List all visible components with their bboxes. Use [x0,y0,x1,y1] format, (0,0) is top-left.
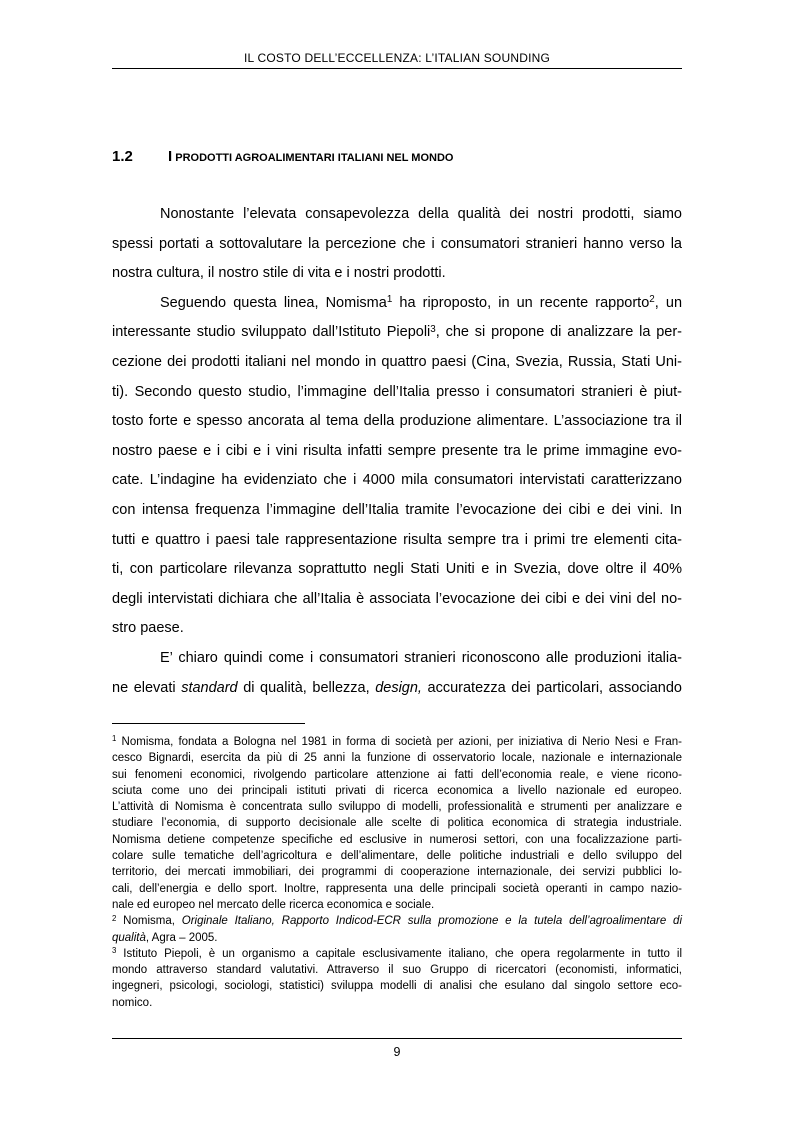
footnote-ref: 1 [112,734,117,744]
footnote-line [112,799,682,815]
text-run: , Agra – 2005. [145,931,218,944]
text-run: studiare l’economia, di supporto decisionale alle scelte di politica economica di strategia industriale. [112,817,682,830]
footnote-line [112,881,682,897]
text-run: Nomisma, fondata a Bologna nel 1981 in forma di società per azioni, per iniziativa di Nerio Nesi e Fran- [116,736,682,748]
text-run: territorio, dei mercati immobiliari, dei programmi di cooperazione internazionale, dei servizi pubblici lo- [112,866,682,879]
text-run: di qualità, bellezza, [237,679,376,696]
text-run: cesco Bignardi, esercita da più di 25 anni la funzione di osservatorio locale, nazionale e internazionale [112,752,682,765]
footnote-line [112,946,682,962]
body-line [112,378,682,408]
text-run: Seguendo questa linea, Nomisma [160,294,387,311]
body-line [112,289,682,319]
text-run: Nomisma, [116,915,182,928]
body-line [112,526,682,556]
emphasis-text: qualità [112,931,146,944]
body-line [112,674,682,704]
footnote-ref: 2 [112,913,117,923]
footnote-ref: 3 [430,323,436,335]
page-number: 9 [393,1045,401,1059]
text-run: , un [654,294,683,311]
text-run: nale ed europeo nel mercato delle ricerca economica e sociale. [112,898,435,911]
footnote-line [112,995,682,1011]
text-run: tosto forte e spesso ancorata al tema della produzione alimentare. L’associazione tra il [112,413,682,430]
text-run: Istituto Piepoli, è un organismo a capitale esclusivamente italiano, che opera regolarmente in tutto il [116,947,682,960]
footnote-line [112,864,682,880]
footnote [112,913,682,946]
body-line [112,614,682,644]
running-header: IL COSTO DELL’ECCELLENZA: L’ITALIAN SOUNDING [244,51,550,65]
footnote-line [112,978,682,994]
paragraph [112,289,682,644]
text-run: cali, dell’energia e dello sport. Inoltre, rappresenta una delle principali società operanti in campo nazio- [112,882,682,895]
text-run: Nomisma detiene competenze specifiche ed esclusive in numerosi settori, con una focalizzazione parti- [112,833,682,846]
text-run: tutti e quattro i paesi tale rappresentazione risulta sempre tra i primi tre elementi cita- [112,531,682,548]
text-run: sciuta come uno dei principali istituti privati di ricerca economica a livello nazionale ed europeo. [112,784,682,797]
text-run: nomico. [112,996,153,1009]
body-line [112,466,682,496]
text-run: ingegneri, psicologi, sociologi, statistici) sviluppa modelli di analisi che esulano dal singolo settore eco- [112,980,682,993]
body-line [112,585,682,615]
text-run: ha riproposto, in un recente rapporto [392,294,650,311]
body-line [112,259,682,289]
footnote-ref: 3 [112,946,117,956]
text-run: ti, con particolare rilevanza soprattutto negli Stati Uniti e in Svezia, dove oltre il 40% [112,561,682,578]
footnote-ref: 1 [386,294,393,306]
text-run: accuratezza dei particolari, associando [421,679,683,696]
footnote-line [112,930,682,946]
body-text [112,200,682,703]
text-run: ne elevati [112,679,182,696]
footnote-line [112,783,682,799]
body-line [112,318,682,348]
body-line [112,555,682,585]
text-run: stro paese. [112,620,184,637]
body-line [112,348,682,378]
text-run: nostro paese e i cibi e i vini risulta infatti sempre presente tra le prime immagine evo- [112,442,682,459]
text-run: nostra cultura, il nostro stile di vita e i nostri prodotti. [112,265,446,282]
footnote-line [112,848,682,864]
text-run: spessi portati a sottovalutare la percezione che i consumatori stranieri hanno verso la [112,235,682,252]
body-line [112,496,682,526]
text-run: con intensa frequenza l’immagine dell’Italia tramite l’evocazione dei cibi e dei vini. In [112,501,682,518]
text-run: colare sulle tematiche dell’agricoltura e dell’alimentare, delle politiche industriali e dello sviluppo del [112,850,682,863]
body-line [112,407,682,437]
text-run: L’attività di Nomisma è concentrata sullo sviluppo di modelli, professionalità e strumenti per analizzare e [112,801,682,814]
footnote-separator [112,723,305,724]
text-run: Nonostante l’elevata consapevolezza della qualità dei nostri prodotti, siamo [160,206,682,222]
section-heading [112,147,682,167]
footnote-ref: 2 [649,294,655,306]
footnote-line [112,767,682,783]
footnote [112,946,682,1011]
text-run: degli intervistati dichiara che all’Italia è associata l’evocazione dei cibi e dei vini del no- [112,590,682,607]
paragraph [112,200,682,289]
footnote-line [112,832,682,848]
section-number: 1.2 [112,148,133,165]
body-line [112,644,682,674]
footnote-line [112,913,682,929]
footnotes [112,734,682,1011]
emphasis-text: design, [375,679,422,696]
footnote-line [112,734,682,750]
footnote-line [112,897,682,913]
text-run: , che si propone di analizzare la per- [435,324,682,341]
emphasis-text: standard [181,679,238,696]
text-run: sui fenomeni economici, rivolgendo particolare attenzione ai fatti dell’economia reale, e viene ricono- [112,768,682,781]
footer-rule [112,1038,682,1039]
text-run: E’ chiaro quindi come i consumatori stranieri riconoscono alle produzioni italia- [160,649,682,666]
text-run: cate. L’indagine ha evidenziato che i 4000 mila consumatori intervistati caratterizzano [112,472,682,489]
footnote-line [112,815,682,831]
footnote [112,734,682,913]
footnote-line [112,962,682,978]
text-run: interessante studio sviluppato dall’Istituto Piepoli [112,324,431,341]
body-line [112,437,682,467]
text-run: mondo attraverso standard valutativi. Attraverso il suo Gruppo di ricercatori (economisti, informatici, [112,964,682,977]
section-title: I PRODOTTI AGROALIMENTARI ITALIANI NEL MONDO [168,148,454,165]
header-rule [112,68,682,69]
body-line [112,230,682,260]
paragraph [112,644,682,703]
emphasis-text: Originale Italiano, Rapporto Indicod-ECR sulla promozione e la tutela dell’agroalimentare di [181,915,682,928]
body-line [112,200,682,230]
text-run: ti). Secondo questo studio, l’immagine dell’Italia presso i consumatori stranieri è piut- [112,383,682,400]
text-run: cezione dei prodotti italiani nel mondo in quattro paesi (Cina, Svezia, Russia, Stati Uni- [112,353,682,370]
footnote-line [112,750,682,766]
